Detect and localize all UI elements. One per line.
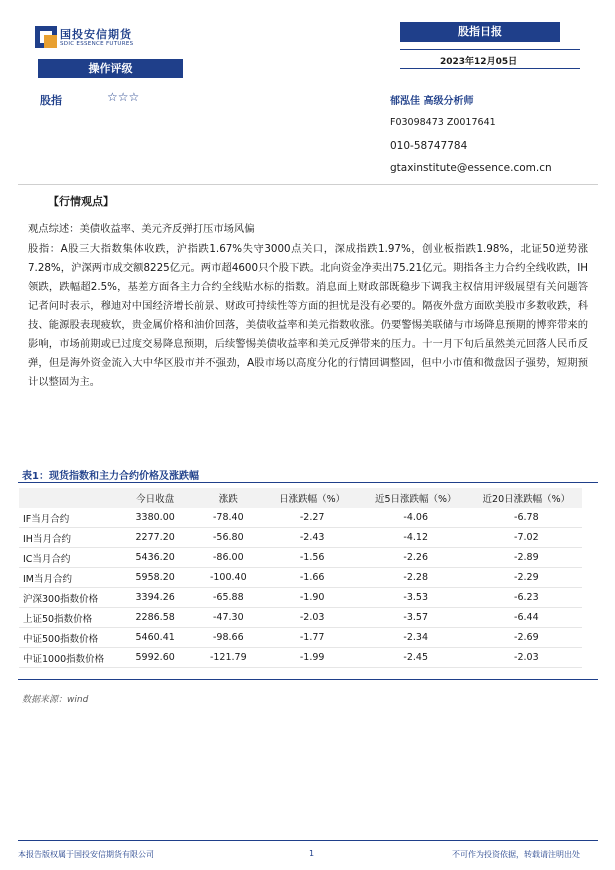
close-cell: 5958.20: [117, 568, 193, 588]
company-name-cn: 国投安信期货: [60, 28, 132, 41]
daily-pct-cell: -1.77: [264, 628, 361, 648]
close-cell: 5460.41: [117, 628, 193, 648]
row-name: IF当月合约: [19, 508, 117, 528]
close-cell: 5436.20: [117, 548, 193, 568]
summary-line: 观点综述：美债收益率、美元齐反弹打压市场风偏: [28, 223, 255, 235]
table-row: [19, 548, 582, 568]
analyst-name: 郁泓佳 高级分析师: [390, 96, 474, 107]
header-cell: 近20日涨跌幅（%）: [471, 488, 582, 508]
report-date: 2023年12月05日: [440, 57, 518, 67]
5d-pct-cell: -2.26: [361, 548, 471, 568]
daily-pct-cell: -1.66: [264, 568, 361, 588]
footer-disclaimer: 不可作为投资依据，转载请注明出处: [452, 850, 580, 859]
5d-pct-cell: -2.28: [361, 568, 471, 588]
row-name: 中证1000指数价格: [19, 648, 117, 668]
analyst-license: F03098473 Z0017641: [390, 117, 496, 128]
table-row: [19, 628, 582, 648]
row-name: 中证500指数价格: [19, 628, 117, 648]
header-cell: 日涨跌幅（%）: [264, 488, 361, 508]
footer-rule: [18, 840, 598, 841]
change-cell: -121.79: [193, 648, 264, 668]
close-cell: 2277.20: [117, 528, 193, 548]
company-logo-icon: [35, 26, 57, 48]
operation-rating-banner: 操作评级: [38, 59, 183, 78]
change-cell: -65.88: [193, 588, 264, 608]
table-row: [19, 608, 582, 628]
table-row: [19, 528, 582, 548]
header-rule-2: [400, 68, 580, 69]
table-caption: 表1：现货指数和主力合约价格及涨跌幅: [22, 471, 199, 482]
table-header-row: [19, 488, 582, 508]
section-title: 【行情观点】: [48, 195, 114, 208]
close-cell: 3380.00: [117, 508, 193, 528]
header-rule: [400, 49, 580, 50]
20d-pct-cell: -7.02: [471, 528, 582, 548]
5d-pct-cell: -3.57: [361, 608, 471, 628]
change-cell: -86.00: [193, 548, 264, 568]
table-row: [19, 648, 582, 668]
close-cell: 3394.26: [117, 588, 193, 608]
change-cell: -56.80: [193, 528, 264, 548]
row-name: 上证50指数价格: [19, 608, 117, 628]
20d-pct-cell: -2.89: [471, 548, 582, 568]
header-cell: 涨跌: [193, 488, 264, 508]
change-cell: -78.40: [193, 508, 264, 528]
daily-pct-cell: -1.56: [264, 548, 361, 568]
company-name-en: SDIC ESSENCE FUTURES: [60, 41, 134, 47]
5d-pct-cell: -2.34: [361, 628, 471, 648]
20d-pct-cell: -6.44: [471, 608, 582, 628]
caption-rule: [18, 482, 598, 483]
price-change-table: [19, 488, 582, 668]
row-name: 沪深300指数价格: [19, 588, 117, 608]
change-cell: -98.66: [193, 628, 264, 648]
table-row: [19, 508, 582, 528]
5d-pct-cell: -2.45: [361, 648, 471, 668]
close-cell: 2286.58: [117, 608, 193, 628]
20d-pct-cell: -2.69: [471, 628, 582, 648]
header-cell: 今日收盘: [117, 488, 193, 508]
close-cell: 5992.60: [117, 648, 193, 668]
header-cell: 近5日涨跌幅（%）: [361, 488, 471, 508]
daily-pct-cell: -2.43: [264, 528, 361, 548]
change-cell: -100.40: [193, 568, 264, 588]
table-row: [19, 568, 582, 588]
category-label: 股指: [40, 94, 62, 107]
20d-pct-cell: -2.29: [471, 568, 582, 588]
data-source: 数据来源：wind: [22, 695, 89, 705]
row-name: IH当月合约: [19, 528, 117, 548]
table-bottom-rule: [18, 679, 598, 680]
5d-pct-cell: -4.06: [361, 508, 471, 528]
analyst-phone: 010-58747784: [390, 140, 468, 152]
body-paragraph: 股指：A股三大指数集体收跌，沪指跌1.67%失守3000点关口，深成指跌1.97%，创业板指跌1.98%，北证50逆势涨7.28%，沪深两市成交额8225亿元。两市超4600只个股下跌。北向资金净卖出75.21亿元。期指各主力合约全线收跌，IH领跌，跌幅超2.5%，基差方面各主力合约全线贴水标的指数。消息面上财政部既稳步下调我主权信用评级展望有关问题答记者问时表示，穆迪对中国经济增长前景、财政可持续性等方面的担忧是没有必要的。隔夜外盘方面欧美股市多数收跌，科技、能源股表现疲软，贵金属价格和油价回落，美债收益率和美元指数收涨。仍要警惕美联储与市场降息预期的博弈带来的影响，市场前期或已过度交易降息预期，后续警惕美债收益率和美元反弹带来的压力。十一月下旬后虽然美元回落人民币反弹，但是海外资金流入大中华区股市并不强劲，A股市场以高度分化的行情回调整固，但中小市值和微盘因子强势，短期预计以整固为主。: [28, 243, 588, 388]
20d-pct-cell: -2.03: [471, 648, 582, 668]
20d-pct-cell: -6.78: [471, 508, 582, 528]
daily-pct-cell: -1.99: [264, 648, 361, 668]
rating-stars: ☆☆☆: [107, 90, 140, 104]
table-row: [19, 588, 582, 608]
report-type-banner: 股指日报: [400, 22, 560, 42]
header-cell: [19, 488, 117, 508]
row-name: IC当月合约: [19, 548, 117, 568]
daily-pct-cell: -1.90: [264, 588, 361, 608]
analyst-email[interactable]: gtaxinstitute@essence.com.cn: [390, 162, 552, 174]
data-table-wrap: [19, 488, 582, 668]
change-cell: -47.30: [193, 608, 264, 628]
20d-pct-cell: -6.23: [471, 588, 582, 608]
5d-pct-cell: -3.53: [361, 588, 471, 608]
row-name: IM当月合约: [19, 568, 117, 588]
5d-pct-cell: -4.12: [361, 528, 471, 548]
daily-pct-cell: -2.27: [264, 508, 361, 528]
footer-page-number: 1: [309, 849, 315, 858]
footer-copyright: 本报告版权属于国投安信期货有限公司: [18, 850, 154, 859]
daily-pct-cell: -2.03: [264, 608, 361, 628]
top-divider: [18, 184, 598, 185]
